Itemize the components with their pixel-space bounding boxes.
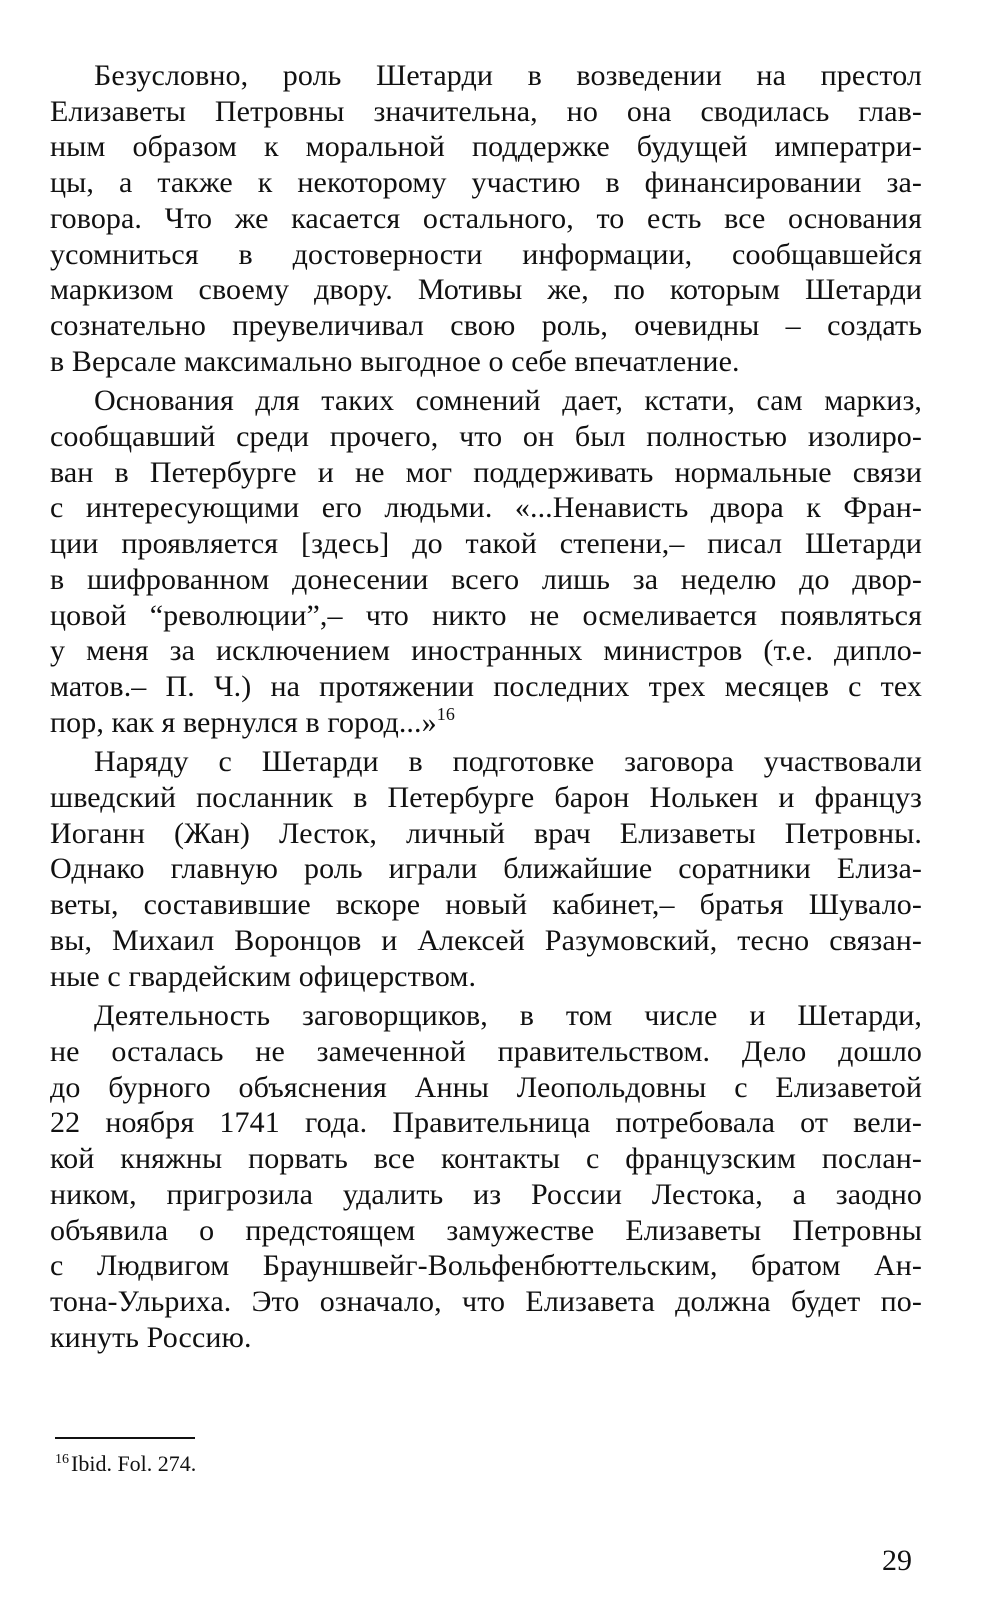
text-line: веты, составившие вскоре новый кабинет,– братья Шувало- (50, 888, 922, 922)
text-line: маркизом своему двору. Мотивы же, по которым Шетарди (50, 273, 922, 307)
text-line: ником, пригрозила удалить из России Лестока, а заодно (50, 1177, 922, 1211)
text-line: тона-Ульриха. Это означало, что Елизавета должна будет по- (50, 1284, 922, 1318)
text-line: ции проявляется [здесь] до такой степени,– писал Шетарди (50, 527, 922, 561)
text-line-with-footnote (50, 705, 922, 741)
text-line: до бурного объяснения Анны Леопольдовны с Елизаветой (50, 1070, 922, 1104)
text-line: цы, а также к некоторому участию в финансировании за- (50, 166, 922, 200)
text-line: Наряду с Шетарди в подготовке заговора участвовали (94, 745, 922, 779)
text-line: в Версале максимально выгодное о себе впечатление. (50, 344, 740, 378)
text-line: вы, Михаил Воронцов и Алексей Разумовский, тесно связан- (50, 923, 922, 957)
text-line: кой княжны порвать все контакты с французским послан- (50, 1142, 922, 1176)
footnote-divider (55, 1437, 195, 1439)
text-line: кинуть Россию. (50, 1320, 252, 1354)
text-line: сознательно преувеличивал свою роль, очевидны – создать (50, 308, 922, 342)
text-line: с интересующими его людьми. «...Ненависть двора к Фран- (50, 491, 922, 525)
text-line: говора. Что же касается остального, то есть все основания (50, 201, 922, 235)
text-line: с Людвигом Брауншвейг-Вольфенбюттельским, братом Ан- (50, 1249, 922, 1283)
text-line: Безусловно, роль Шетарди в возведении на престол (94, 59, 922, 92)
paragraph (50, 58, 922, 379)
text-line: ным образом к моральной поддержке будущей императри- (50, 130, 922, 164)
paragraph (50, 744, 922, 994)
text-line: Елизаветы Петровны значительна, но она сводилась глав- (50, 94, 922, 128)
text-line: шведский посланник в Петербурге барон Нолькен и француз (50, 781, 922, 815)
text-line: объявила о предстоящем замужестве Елизаветы Петровны (50, 1213, 922, 1247)
footnote-mark: 16 (55, 1452, 69, 1467)
text-line: усомниться в достоверности информации, сообщавшейся (50, 237, 922, 271)
text-line: 22 ноября 1741 года. Правительница потребовала от вели- (50, 1106, 922, 1140)
text-line: у меня за исключением иностранных министров (т.е. дипло- (50, 634, 922, 668)
footnote (55, 1451, 196, 1477)
text-line: сообщавший среди прочего, что он был полностью изолиро- (50, 420, 922, 454)
text-line: Основания для таких сомнений дает, кстати, сам маркиз, (94, 384, 922, 418)
text-line: Деятельность заговорщиков, в том числе и Шетарди, (94, 999, 922, 1033)
text-line: не осталась не замеченной правительством. Дело дошло (50, 1034, 922, 1068)
page-number: 29 (882, 1544, 912, 1577)
main-text (50, 58, 922, 1355)
text-line: цовой “революции”,– что никто не осмеливается появляться (50, 598, 922, 632)
text-line: в шифрованном донесении всего лишь за неделю до двор- (50, 562, 922, 596)
text-line: пор, как я вернулся в город...» (50, 705, 437, 739)
text-line: ван в Петербурге и не мог поддерживать нормальные связи (50, 455, 922, 489)
text-line: Иоганн (Жан) Лесток, личный врач Елизаветы Петровны. (50, 816, 922, 850)
text-line: матов.– П. Ч.) на протяжении последних трех месяцев с тех (50, 669, 922, 703)
footnote-reference[interactable]: 16 (436, 703, 455, 724)
text-line: Однако главную роль играли ближайшие соратники Елиза- (50, 852, 922, 886)
text-line: ные с гвардейским офицерством. (50, 959, 477, 993)
paragraph (50, 383, 922, 740)
footnote-text: Ibid. Fol. 274. (71, 1451, 197, 1476)
paragraph (50, 998, 922, 1355)
